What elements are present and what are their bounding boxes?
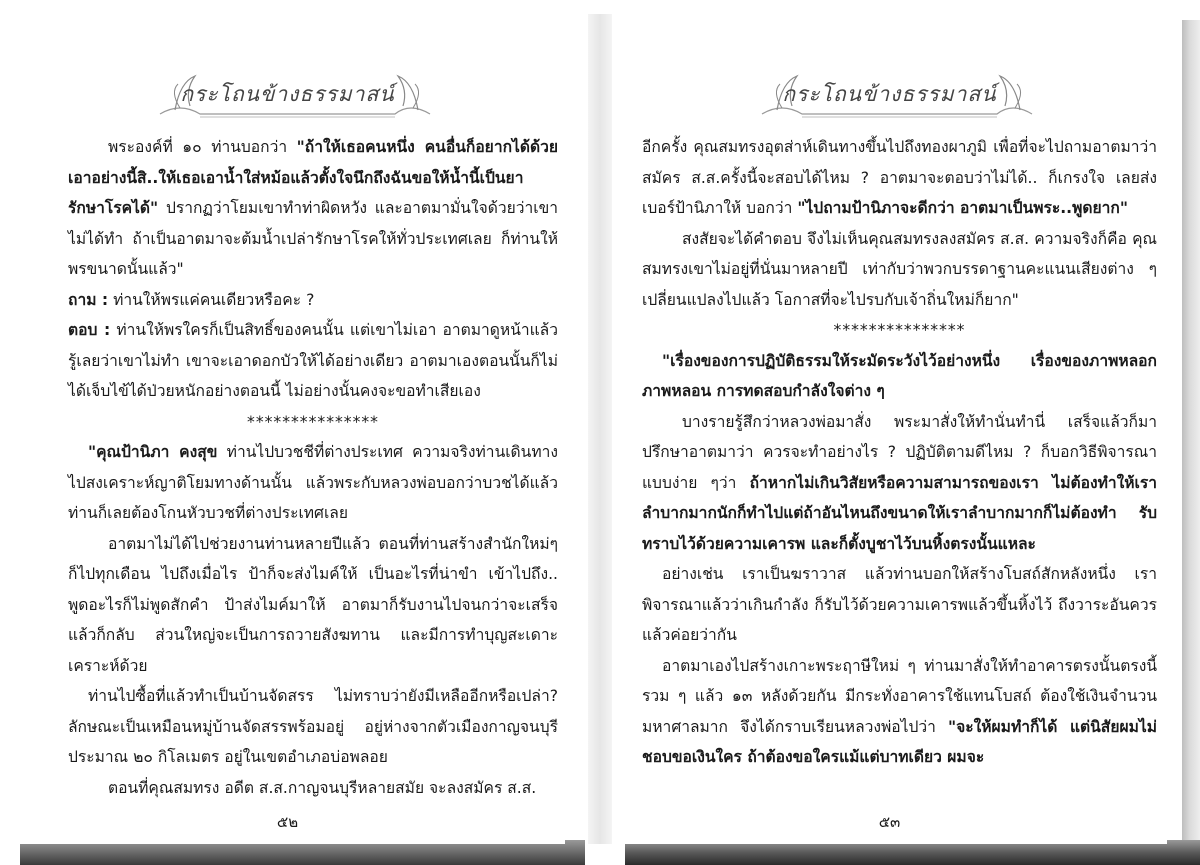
paragraph-text: อาตมาเองไปสร้างเกาะพระฤาษีใหม่ ๆ ท่านมาสั่งให้ทำอาคารตรงนั้นตรงนี้ รวม ๆ แล้ว ๑๓ หลังด้วยกัน มีกระทั่งอาคารใช้แทนโบสถ์ ต้องใช้เงินจำนวนมหาศาลมาก จึงได้กราบเรียนหลวงพ่อไปว่า bbox=[642, 656, 1157, 736]
right-body-text bbox=[642, 132, 1157, 773]
page-number: ๕๒ bbox=[276, 813, 299, 831]
paragraph: ท่านไปซื้อที่แล้วทำเป็นบ้านจัดสรร ไม่ทราบว่ายังมีเหลืออีกหรือเปล่า? ลักษณะเป็นเหมือนหมู่บ้านจัดสรรพร้อมอยู่ อยู่ห่างจากตัวเมืองกาญจนบุรีประมาณ ๒๐ กิโลเมตร อยู่ในเขตอำเภอบ่อพลอย bbox=[68, 687, 558, 766]
paragraph-text: อีกครั้ง คุณสมทรงอุตส่าห์เดินทางขึ้นไปถึงทองผาภูมิ เพื่อที่จะไปถามอาตมาว่า สมัคร ส.ส.ครั้งนี้จะสอบได้ไหม ? อาตมาจะตอบว่าไม่ได้.. ก็เกรงใจ เลยส่งเบอร์ป้านิภาให้ บอกว่า bbox=[642, 138, 1157, 217]
separator: *************** bbox=[247, 412, 379, 431]
left-page bbox=[10, 14, 565, 844]
paragraph bbox=[642, 651, 1157, 773]
separator: *************** bbox=[833, 321, 966, 339]
answer-paragraph bbox=[68, 315, 558, 407]
header-title: กระโถนข้างธรรมาสน์ bbox=[782, 82, 997, 106]
right-page-header bbox=[612, 62, 1167, 122]
quote-bold: "จะให้ผมทำก็ได้ แต่นิสัยผมไม่ชอบขอเงินใคร ถ้าต้องขอใครแม้แต่บาทเดียว ผมจะ bbox=[642, 717, 1157, 766]
quote-bold: ถ้าหากไม่เกินวิสัยหรือความสามารถของเรา ไม่ต้องทำให้เราลำบากมากนักก็ทำไปแต่ถ้าอันไหนถึงขนาดให้เราลำบากมากก็ไม่ต้องทำ รับทราบไว้ด้วยความเคารพ และก็ตั้งบูชาไว้บนหิ้งตรงนั้นแหละ bbox=[642, 473, 1157, 553]
question-label: ถาม : bbox=[68, 290, 109, 309]
book-gutter bbox=[588, 14, 612, 844]
left-page-header bbox=[10, 62, 565, 122]
left-body-text bbox=[68, 132, 558, 803]
paragraph: สงสัยจะได้คำตอบ จึงไม่เห็นคุณสมทรงลงสมัคร ส.ส. ความจริงก็คือ คุณสมทรงเขาไม่อยู่ที่นั่นมาหลายปี เท่ากับว่าพวกบรรดาฐานคะแนนเสียงต่าง ๆ เปลี่ยนแปลงไปแล้ว โอกาสที่จะไปรบกับเจ้าถิ่นใหม่ก็ยาก" bbox=[642, 229, 1157, 309]
question-text: ท่านให้พรแค่คนเดียวหรือคะ ? bbox=[108, 290, 315, 309]
quote-bold: "ไปถามป้านิภาจะดีกว่า อาตมาเป็นพระ..พูดยาก" bbox=[797, 199, 1128, 217]
paragraph bbox=[642, 132, 1157, 224]
paragraph bbox=[642, 407, 1157, 560]
right-page bbox=[612, 14, 1167, 844]
paragraph-text: บางรายรู้สึกว่าหลวงพ่อมาสั่ง พระมาสั่งให้ทำนั่นทำนี่ เสร็จแล้วก็มาปรึกษาอาตมาว่า ควรจะทำอย่างไร ? ปฏิบัติตามดีไหม ? ก็บอกวิธีพิจารณาแบบง่าย ๆว่า bbox=[642, 412, 1157, 492]
paragraph-text: ท่านไปบวชชีที่ต่างประเทศ ความจริงท่านเดินทางไปสงเคราะห์ญาติโยมทางด้านนั้น แล้วพระกับหลวงพ่อบอกว่าบวชได้แล้ว ท่านก็เลยต้องโกนหัวบวชที่ต่างประเทศเลย bbox=[68, 443, 558, 522]
page-number: ๕๓ bbox=[878, 813, 901, 831]
answer-label: ตอบ : bbox=[68, 321, 111, 339]
quote-bold: "ถ้าให้เธอคนหนึ่ง คนอื่นก็อยากได้ด้วย เอาอย่างนี้สิ..ให้เธอเอาน้ำใส่หม้อแล้วตั้งใจนึกถึงฉันขอให้น้ำนี้เป็นยารักษาโรคได้" bbox=[68, 138, 559, 217]
answer-text: ท่านให้พรใครก็เป็นสิทธิ์ของคนนั้น แต่เขาไม่เอา อาตมาดูหน้าแล้วรู้เลยว่าเขาไม่ทำ เขาจะเอาดอกบัวให้ได้อย่างเดียว อาตมาเองตอนนั้นก็ไม่ได้เจ็บไข้ได้ป่วยหนักอย่างตอนนี้ ไม่อย่างนั้นคงจะขอทำเสียเอง bbox=[68, 321, 558, 400]
paragraph: ตอนที่คุณสมทรง อดีต ส.ส.กาญจนบุรีหลายสมัย จะลงสมัคร ส.ส. bbox=[108, 778, 537, 797]
quote-bold: "คุณป้านิภา คงสุข bbox=[88, 443, 218, 461]
paragraph bbox=[68, 132, 558, 285]
paragraph bbox=[642, 346, 1157, 407]
quote-bold: "เรื่องของการปฏิบัติธรรมให้ระมัดระวังไว้อย่างหนึ่ง เรื่องของภาพหลอกภาพหลอน การทดสอบกำลังใจต่าง ๆ bbox=[642, 351, 1157, 400]
paragraph-text: ปรากฏว่าโยมเขาทำท่าผิดหวัง และอาตมามั่นใจด้วยว่าเขาไม่ได้ทำ ถ้าเป็นอาตมาจะต้มน้ำเปล่ารักษาโรคให้ทั่วประเทศเลย ก็ท่านให้พรขนาดนั้นแล้ว" bbox=[68, 199, 558, 278]
paragraph-text: พระองค์ที่ ๑๐ ท่านบอกว่า bbox=[108, 138, 297, 156]
paragraph: อย่างเช่น เราเป็นฆราวาส แล้วท่านบอกให้สร้างโบสถ์สักหลังหนึ่ง เราพิจารณาแล้วว่าเกินกำลัง ก็รับไว้ด้วยความเคารพแล้วขึ้นหิ้งไว้ ถึงวาระอันควรแล้วค่อยว่ากัน bbox=[642, 565, 1157, 644]
paragraph bbox=[68, 437, 558, 529]
paragraph: อาตมาไม่ได้ไปช่วยงานท่านหลายปีแล้ว ตอนที่ท่านสร้างสำนักใหม่ๆ ก็ไปทุกเดือน ไปถึงเมื่อไร ป้าก็จะส่งไมค์ให้ เป็นอะไรที่น่าขำ เข้าไปถึง.. พูดอะไรก็ไม่พูดสักคำ ป้าส่งไมค์มาให้ อาตมาก็รับงานไปจนกว่าจะเสร็จแล้วก็กลับ ส่วนใหญ่จะเป็นการถวายสังฆทาน และมีการทำบุญสะเดาะเคราะห์ด้วย bbox=[68, 534, 558, 675]
header-title: กระโถนข้างธรรมาสน์ bbox=[180, 82, 395, 106]
page-shadow-right bbox=[1182, 20, 1200, 865]
question-paragraph bbox=[68, 285, 558, 316]
